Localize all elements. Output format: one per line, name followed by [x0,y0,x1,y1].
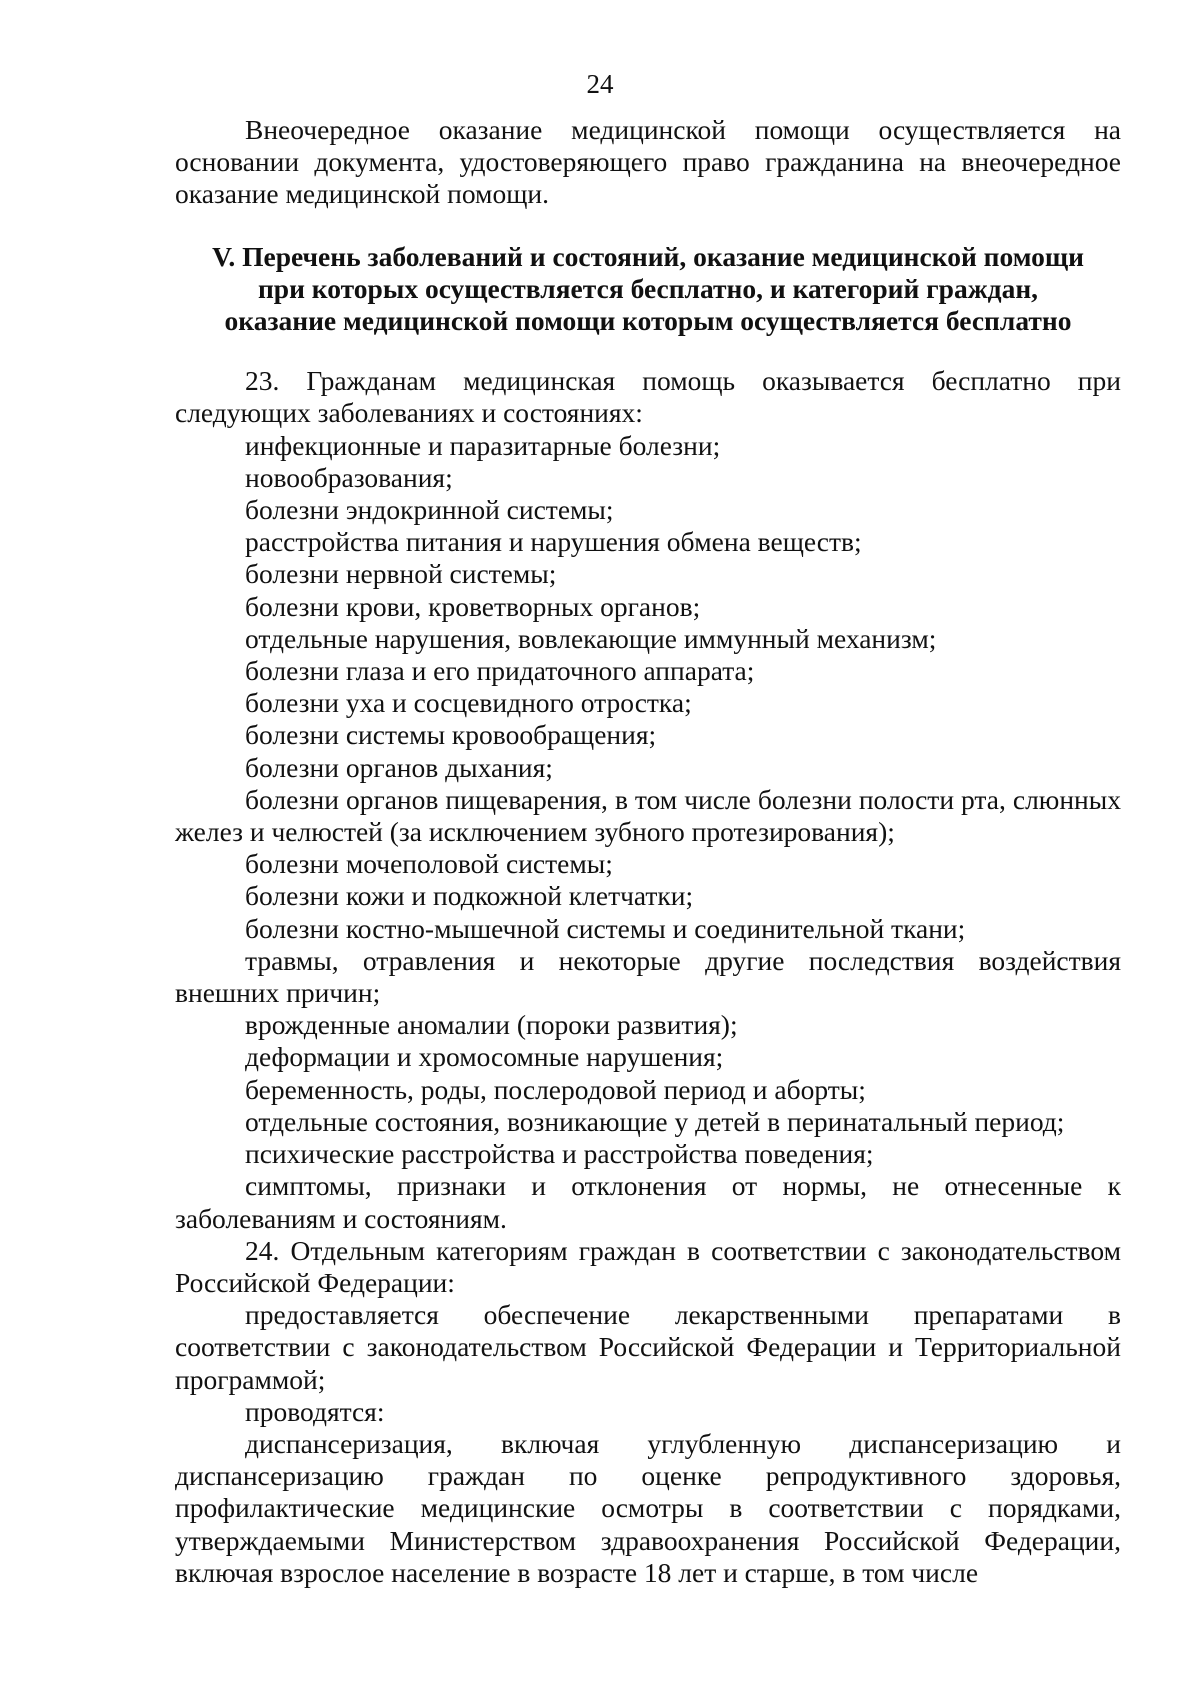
item-23-intro: 23. Гражданам медицинская помощь оказывается бесплатно при следующих заболеваниях и состояниях: [175,365,1121,429]
section-heading-line-1: V. Перечень заболеваний и состояний, оказание медицинской помощи [212,240,1084,272]
condition-item: болезни крови, кроветворных органов; [245,590,701,622]
condition-item: болезни органов пищеварения, в том числе болезни полости рта, слюнных желез и челюстей (за исключением зубного протезирования); [175,783,1121,848]
section-heading-line-3: оказание медицинской помощи которым осуществляется бесплатно [224,305,1072,337]
condition-item: болезни системы кровообращения; [245,719,657,751]
page-number: 24 [586,69,614,99]
condition-item: новообразования; [245,461,453,493]
condition-item: врожденные аномалии (пороки развития); [245,1009,738,1041]
condition-item: болезни мочеполовой системы; [245,848,613,880]
condition-item: болезни органов дыхания; [245,751,553,783]
condition-item: травмы, отравления и некоторые другие последствия воздействия внешних причин; [175,944,1121,1009]
condition-item: деформации и хромосомные нарушения; [245,1041,724,1073]
condition-item: болезни костно-мышечной системы и соединительной ткани; [245,912,966,944]
condition-item: болезни эндокринной системы; [245,494,614,526]
condition-item: психические расстройства и расстройства поведения; [245,1138,874,1170]
item-24-conducted-label: проводятся: [245,1395,385,1427]
section-heading-line-2: при которых осуществляется бесплатно, и категорий граждан, [257,272,1039,304]
intro-paragraph: Внеочередное оказание медицинской помощи осуществляется на основании документа, удостоверяющего право гражданина на внеочередное оказание медицинской помощи. [175,114,1121,210]
condition-item: болезни уха и сосцевидного отростка; [245,687,692,719]
condition-item: отдельные нарушения, вовлекающие иммунный механизм; [245,622,937,654]
item-24-provision: предоставляется обеспечение лекарственными препаратами в соответствии с законодательством Российской Федерации и Территориальной программой; [175,1299,1121,1395]
document-body [175,114,1121,1589]
condition-item: болезни кожи и подкожной клетчатки; [245,880,694,912]
section-heading [175,241,1121,338]
condition-item: симптомы, признаки и отклонения от нормы, не отнесенные к заболеваниям и состояниям. [175,1170,1121,1234]
condition-item: инфекционные и паразитарные болезни; [245,429,721,461]
condition-item: болезни глаза и его придаточного аппарата; [245,655,755,687]
condition-item: беременность, роды, послеродовой период и аборты; [245,1073,866,1105]
condition-item: болезни нервной системы; [245,558,557,590]
item-24-intro: 24. Отдельным категориям граждан в соответствии с законодательством Российской Федерации: [175,1234,1121,1298]
condition-item: отдельные состояния, возникающие у детей в перинатальный период; [245,1105,1065,1137]
item-24-dispensary: диспансеризация, включая углубленную диспансеризацию и диспансеризацию граждан по оценке репродуктивного здоровья, профилактические медицинские осмотры в соответствии с порядками, утверждаемыми Министерством здравоохранения Российской Федерации, включая взрослое население в возрасте 18 лет и старше, в том числе [175,1427,1121,1588]
condition-item: расстройства питания и нарушения обмена веществ; [245,526,862,558]
